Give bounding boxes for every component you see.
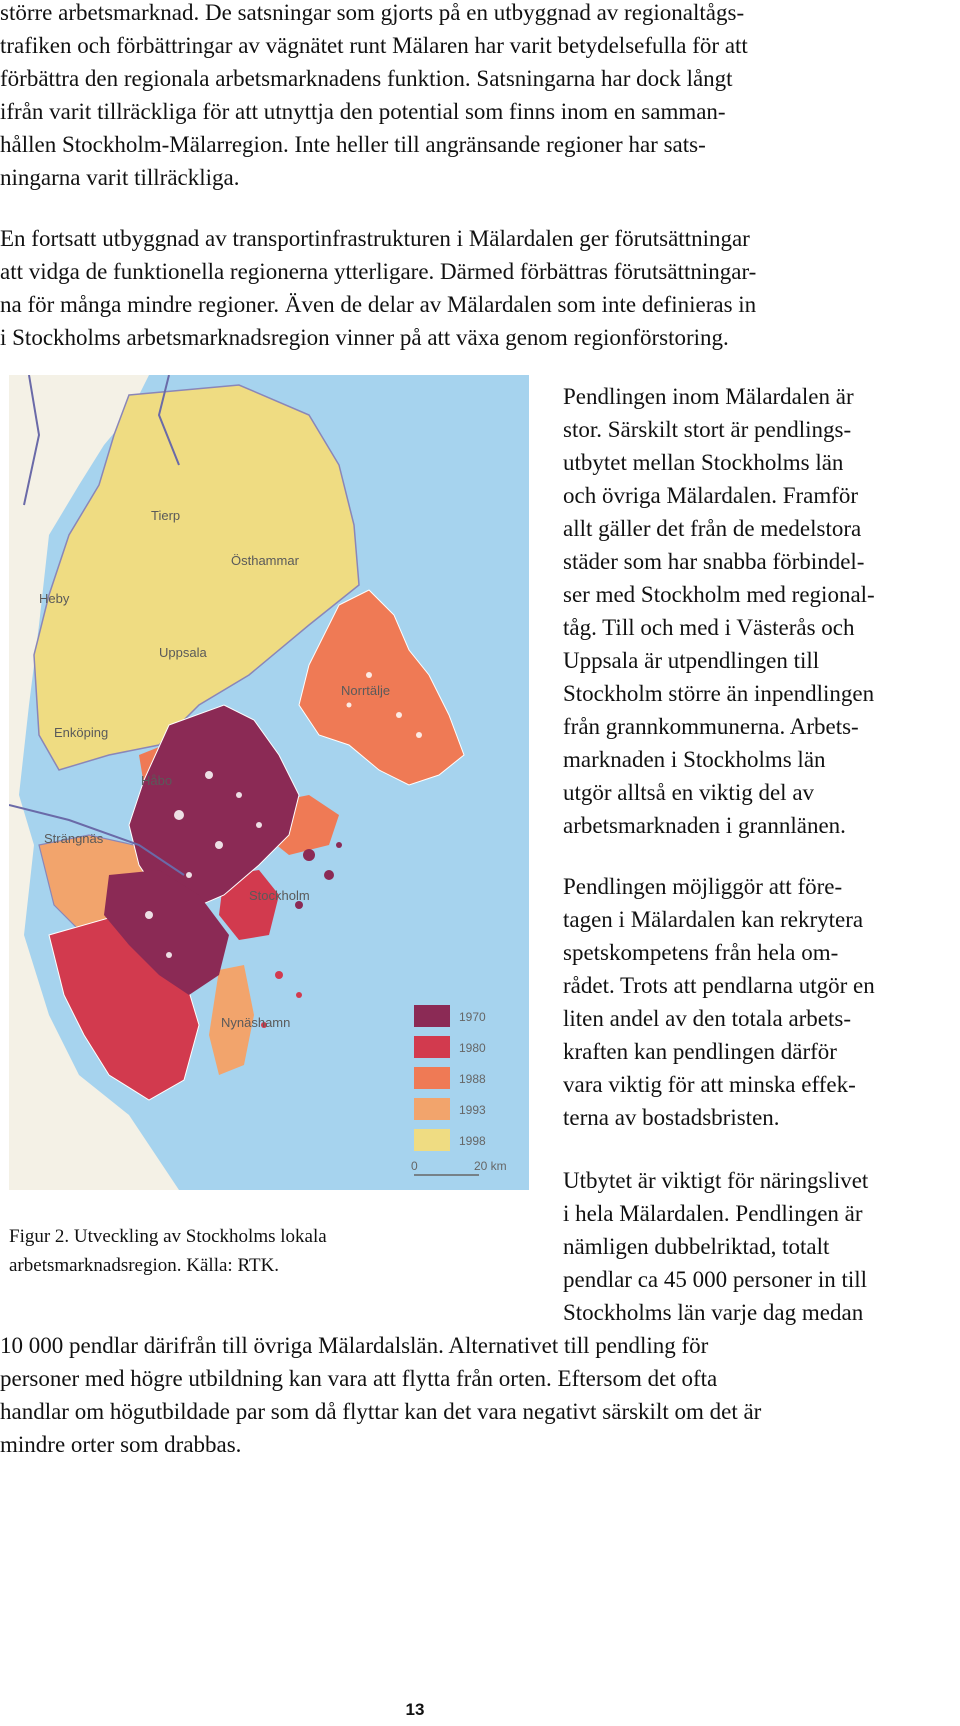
caption-line: Figur 2. Utveckling av Stockholms lokala (9, 1226, 327, 1247)
text-line: nämligen dubbelriktad, totalt (563, 1234, 830, 1259)
place-label: Tierp (151, 508, 181, 523)
text-line: allt gäller det från de medelstora (563, 516, 862, 541)
text-line: Utbytet är viktigt för näringslivet (563, 1168, 869, 1193)
text-line: förbättra den regionala arbetsmarknadens funktion. Satsningarna har dock långt (0, 66, 733, 91)
text-line: mindre orter som drabbas. (0, 1432, 242, 1457)
legend-label: 1970 (459, 1010, 486, 1024)
text-line: personer med högre utbildning kan vara att flytta från orten. Eftersom det ofta (0, 1366, 718, 1391)
scale-start-label: 0 (411, 1159, 418, 1173)
legend-label: 1980 (459, 1041, 486, 1055)
text-line: na för många mindre regioner. Även de delar av Mälardalen som inte definieras in (0, 292, 757, 317)
text-line: En fortsatt utbyggnad av transportinfrastrukturen i Mälardalen ger förutsättningar (0, 226, 750, 251)
place-label: Östhammar (231, 553, 299, 568)
text-line: kraften kan pendlingen därför (563, 1039, 837, 1064)
text-line: liten andel av den totala arbets- (563, 1006, 852, 1031)
text-line: vara viktig för att minska effek- (563, 1072, 856, 1097)
text-line: handlar om högutbildade par som då flyttar kan det vara negativt särskilt om det är (0, 1399, 762, 1424)
map-figure (9, 375, 529, 1190)
text-line: rådet. Trots att pendlarna utgör en (563, 973, 875, 998)
text-line: att vidga de funktionella regionerna ytterligare. Därmed förbättras förutsättningar- (0, 259, 757, 284)
page-number: 13 (405, 1700, 425, 1719)
text-line: spetskompetens från hela om- (563, 940, 839, 965)
text-line: och övriga Mälardalen. Framför (563, 483, 859, 508)
text-line: utgör alltså en viktig del av (563, 780, 815, 805)
text-line: ser med Stockholm med regional- (563, 582, 875, 607)
legend-swatch (414, 1036, 450, 1058)
text-line: Stockholm större än inpendlingen (563, 681, 875, 706)
text-line: stor. Särskilt stort är pendlings- (563, 417, 852, 442)
text-line: terna av bostadsbristen. (563, 1105, 780, 1130)
legend-label: 1988 (459, 1072, 486, 1086)
place-label: Strängnäs (44, 831, 104, 846)
caption-line: arbetsmarknadsregion. Källa: RTK. (9, 1255, 280, 1276)
text-line: arbetsmarknaden i grannlänen. (563, 813, 846, 838)
text-line: större arbetsmarknad. De satsningar som gjorts på en utbyggnad av regionaltågs- (0, 0, 745, 25)
place-label: Uppsala (159, 645, 207, 660)
place-label: Enköping (54, 725, 109, 740)
place-label: Håbo (141, 773, 173, 788)
legend-swatch (414, 1098, 450, 1120)
text-line: från grannkommunerna. Arbets- (563, 714, 859, 739)
text-line: Stockholms län varje dag medan (563, 1300, 864, 1325)
legend-swatch (414, 1005, 450, 1027)
text-line: ifrån varit tillräckliga för att utnyttja den potential som finns inom en samman- (0, 99, 726, 124)
text-line: trafiken och förbättringar av vägnätet runt Mälaren har varit betydelsefulla för att (0, 33, 748, 58)
legend-swatch (414, 1067, 450, 1089)
legend-label: 1998 (459, 1134, 486, 1148)
scale-end-label: 20 km (474, 1159, 507, 1173)
text-line: Uppsala är utpendlingen till (563, 648, 820, 673)
text-line: Pendlingen inom Mälardalen är (563, 384, 854, 409)
legend-label: 1993 (459, 1103, 486, 1117)
place-label: Norrtälje (341, 683, 391, 698)
text-line: pendlar ca 45 000 personer in till (563, 1267, 868, 1292)
text-line: tagen i Mälardalen kan rekrytera (563, 907, 864, 932)
text-line: 10 000 pendlar därifrån till övriga Mälardalslän. Alternativet till pendling för (0, 1333, 709, 1358)
text-line: marknaden i Stockholms län (563, 747, 826, 772)
text-line: Pendlingen möjliggör att före- (563, 874, 843, 899)
map-svg (9, 375, 529, 1190)
text-line: städer som har snabba förbindel- (563, 549, 865, 574)
text-line: utbytet mellan Stockholms län (563, 450, 844, 475)
text-line: tåg. Till och med i Västerås och (563, 615, 855, 640)
place-label: Stockholm (249, 888, 310, 903)
legend-swatch (414, 1129, 450, 1151)
text-line: i Stockholms arbetsmarknadsregion vinner på att växa genom regionförstoring. (0, 325, 729, 350)
text-line: hållen Stockholm-Mälarregion. Inte heller till angränsande regioner har sats- (0, 132, 706, 157)
place-label: Heby (39, 591, 70, 606)
text-line: ningarna varit tillräckliga. (0, 165, 240, 190)
place-label: Nynäshamn (221, 1015, 291, 1030)
text-line: i hela Mälardalen. Pendlingen är (563, 1201, 863, 1226)
